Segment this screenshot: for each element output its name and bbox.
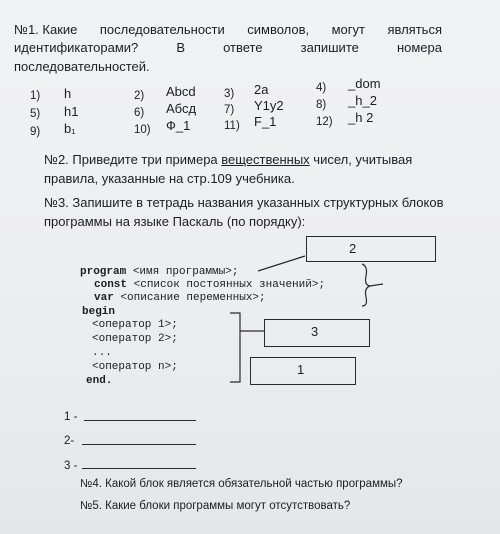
answer-box-3 (264, 319, 370, 347)
item-value: Ф_1 (166, 118, 191, 133)
task4-text: №4. Какой блок является обязательной частью программы? (80, 478, 403, 490)
answer-line-1[interactable] (84, 420, 196, 421)
item-value: F_1 (254, 114, 277, 129)
code-line-end: end. (86, 375, 113, 387)
code-line-ellipsis: ... (92, 347, 112, 359)
task3-line2: программы на языке Паскаль (по порядку): (44, 214, 306, 229)
item-number: 3) (224, 88, 235, 100)
item-value: Y1y2 (254, 98, 284, 113)
item-number: 4) (316, 82, 327, 94)
item-value: h1 (64, 104, 79, 119)
item-number: 1) (30, 90, 41, 102)
item-value: Абсд (166, 101, 197, 116)
item-value: h (64, 86, 72, 101)
task1-line3: последовательностей. (14, 59, 150, 74)
box-number-label: 1 (297, 362, 305, 377)
code-line-op2: <оператор 2>; (92, 333, 178, 345)
task2-line2: правила, указанные на стр.109 учебника. (44, 171, 295, 186)
task2-line1: №2. Приведите три примера вещественных чисел, учитывая (44, 152, 413, 167)
item-value: Abcd (166, 84, 196, 99)
answer-label-3: 3 - (64, 460, 78, 472)
code-line-op1: <оператор 1>; (92, 319, 178, 331)
answer-line-2[interactable] (82, 444, 196, 445)
answer-label-1: 1 - (64, 411, 78, 423)
item-number: 8) (316, 99, 327, 111)
item-value: _h_2 (348, 93, 377, 108)
task5-text: №5. Какие блоки программы могут отсутствовать? (80, 500, 351, 512)
item-number: 5) (30, 108, 41, 120)
item-value: _dom (348, 76, 381, 91)
item-number: 9) (30, 126, 41, 138)
code-line-program: program <имя программы>; (80, 266, 239, 278)
answer-line-3[interactable] (82, 468, 196, 469)
answer-box-2 (306, 236, 436, 262)
item-number: 6) (134, 107, 145, 119)
code-line-var: var <описание переменных>; (94, 292, 266, 304)
answer-label-2: 2- (64, 435, 75, 447)
item-number: 11) (224, 120, 240, 132)
item-value: b₁ (64, 121, 76, 136)
answer-box-1 (250, 357, 356, 385)
task1-line1: №1. Какие последовательности символов, могут являться (14, 22, 442, 37)
item-number: 7) (224, 104, 235, 116)
item-value: _h 2 (348, 110, 374, 125)
task3-line1: №3. Запишите в тетрадь названия указанных структурных блоков (44, 195, 444, 210)
item-value: 2a (254, 82, 269, 97)
code-line-const: const <список постоянных значений>; (94, 279, 326, 291)
code-line-opn: <оператор n>; (92, 361, 178, 373)
box-number-label: 2 (349, 241, 357, 256)
task1-line2: идентификаторами? В ответе запишите номера (14, 40, 442, 55)
item-number: 2) (134, 90, 145, 102)
box-number-label: 3 (311, 324, 319, 339)
item-number: 12) (316, 116, 333, 128)
code-line-begin: begin (82, 306, 116, 318)
item-number: 10) (134, 124, 151, 136)
